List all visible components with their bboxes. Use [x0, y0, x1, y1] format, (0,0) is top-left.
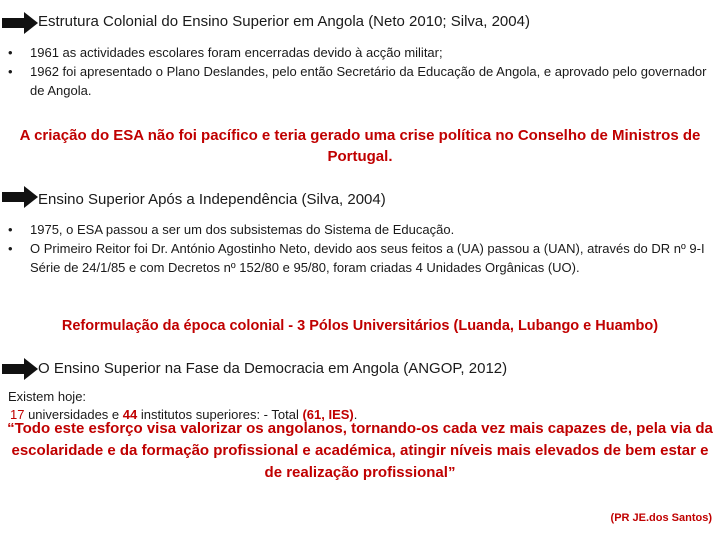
university-count: 17 — [10, 407, 25, 422]
bullet-list-independence — [0, 220, 712, 277]
quote-attribution: (PR JE.dos Santos) — [610, 512, 712, 524]
section-heading-independence: Ensino Superior Após a Independência (Silva, 2004) — [38, 191, 386, 208]
list-item: • 1962 foi apresentado o Plano Deslandes, pelo então Secretário da Educação de Angola, e aprovado pelo governador de Angola. — [0, 62, 712, 100]
institute-count: 44 — [122, 407, 138, 422]
institutes-label: institutos superiores: - Total — [137, 407, 303, 422]
right-arrow-icon — [2, 12, 38, 34]
total-suffix: . — [353, 407, 358, 422]
section-heading-colonial: Estrutura Colonial do Ensino Superior em Angola (Neto 2010; Silva, 2004) — [38, 13, 530, 30]
intro-text: Existem hoje: — [8, 389, 87, 404]
highlight-text-colonial: A criação do ESA não foi pacífico e teria gerado uma crise política no Conselho de Ministros de Portugal. — [19, 127, 701, 165]
bullet-list-colonial — [0, 43, 712, 100]
universities-label: universidades e — [24, 407, 123, 422]
highlight-text-independence: Reformulação da época colonial - 3 Pólos Universitários (Luanda, Lubango e Huambo) — [61, 318, 659, 334]
list-item: • 1961 as actividades escolares foram encerradas devido à acção militar; — [0, 43, 712, 62]
right-arrow-icon — [2, 186, 38, 208]
section-heading-democracy: O Ensino Superior na Fase da Democracia em Angola (ANGOP, 2012) — [38, 360, 508, 377]
list-item: • 1975, o ESA passou a ser um dos subsistemas do Sistema de Educação. — [0, 220, 712, 239]
list-item: • O Primeiro Reitor foi Dr. António Agostinho Neto, devido aos seus feitos a (UA) passou a (UAN), através do DR nº 9-I Série de 24/1/85 e com Decretos nº 152/80 e 95/80, foram criadas 4 Unidades Orgânicas (UO). — [0, 239, 712, 277]
right-arrow-icon — [2, 358, 38, 380]
closing-quote: “Todo este esforço visa valorizar os angolanos, tornando-os cada vez mais capazes de, pela via da escolaridade e da formação profissional e académica, atingir níveis mais elevados de bem estar e de realização profissional” — [7, 420, 713, 481]
total-count: (61, IES) — [302, 407, 354, 422]
